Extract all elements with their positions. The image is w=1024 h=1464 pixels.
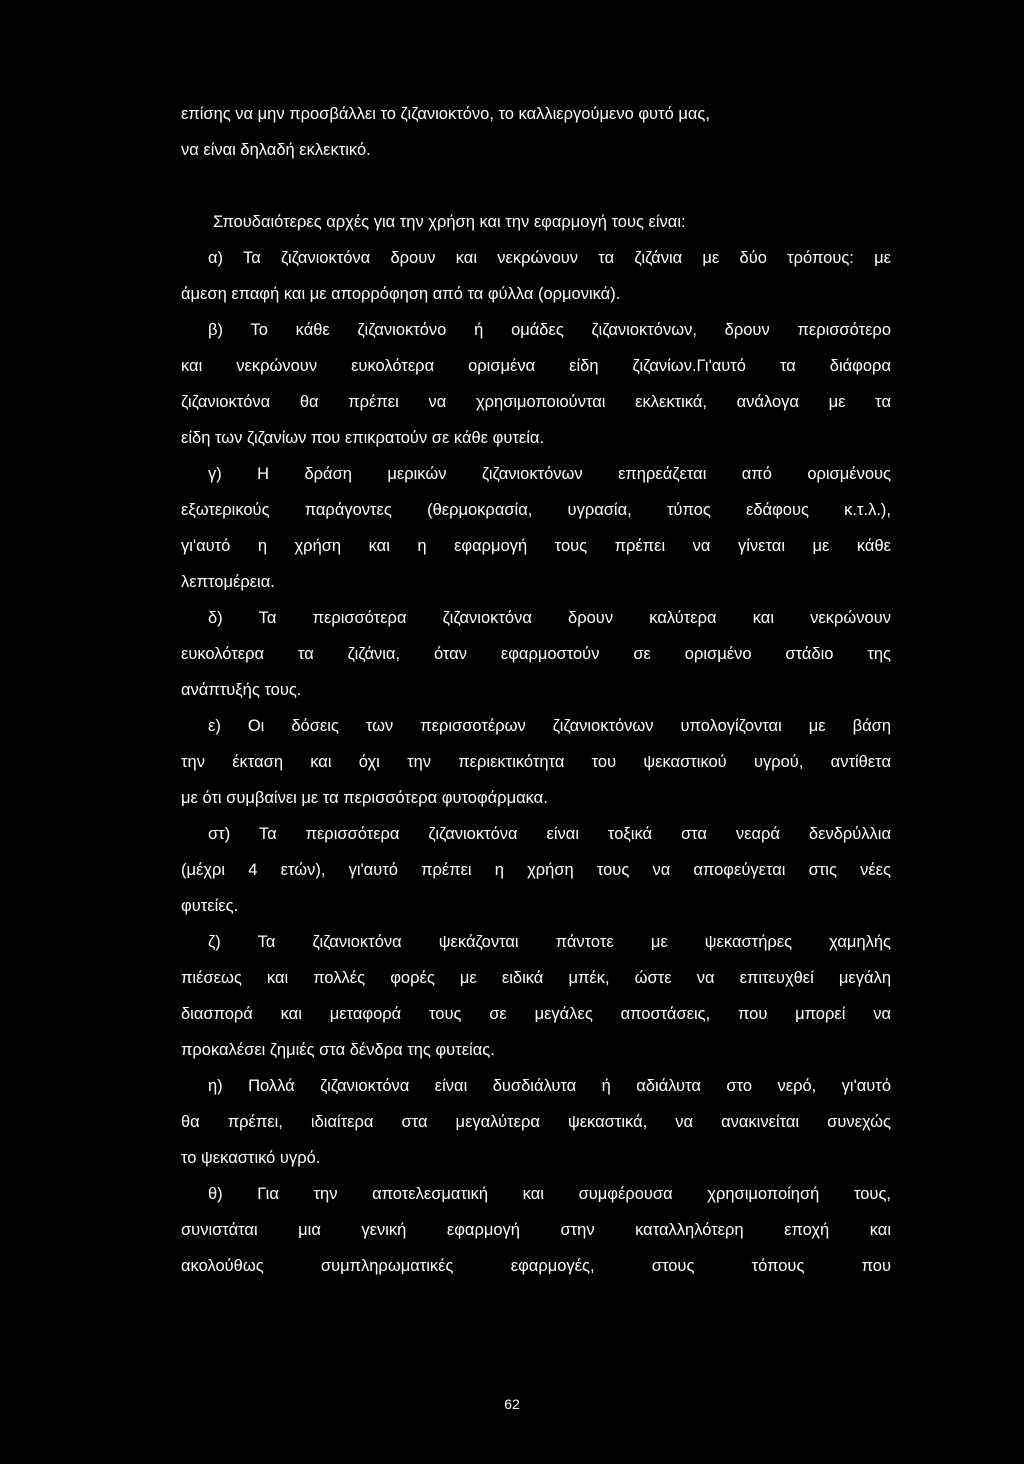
principle-c-line-2: εξωτερικούς παράγοντες (θερμοκρασία, υγρασία, τύπος εδάφους κ.τ.λ.), bbox=[181, 501, 891, 519]
principle-e-line-2: την έκταση και όχι την περιεκτικότητα του ψεκαστικού υγρού, αντίθετα bbox=[181, 753, 891, 771]
principle-c-line-4: λεπτομέρεια. bbox=[181, 573, 275, 591]
principle-e-line-3: με ότι συμβαίνει με τα περισσότερα φυτοφάρμακα. bbox=[181, 789, 548, 807]
principle-h-line-3: το ψεκαστικό υγρό. bbox=[181, 1149, 321, 1167]
principle-g-line-3: διασπορά και μεταφορά τους σε μεγάλες αποστάσεις, που μπορεί να bbox=[181, 1005, 891, 1023]
principle-g-line-4: προκαλέσει ζημιές στα δένδρα της φυτείας. bbox=[181, 1041, 495, 1059]
principle-g-line-1: ζ) Τα ζιζανιοκτόνα ψεκάζονται πάντοτε με ψεκαστήρες χαμηλής bbox=[208, 933, 891, 951]
principle-f-line-2: (μέχρι 4 ετών), γι'αυτό πρέπει η χρήση τους να αποφεύγεται στις νέες bbox=[181, 861, 891, 879]
principle-b-line-2: και νεκρώνουν ευκολότερα ορισμένα είδη ζιζανίων.Γι'αυτό τα διάφορα bbox=[181, 357, 891, 375]
page-number: 62 bbox=[504, 1396, 520, 1412]
principle-i-line-2: συνιστάται μια γενική εφαρμογή στην καταλληλότερη εποχή και bbox=[181, 1221, 891, 1239]
principles-heading: Σπουδαιότερες αρχές για την χρήση και την εφαρμογή τους είναι: bbox=[213, 213, 686, 231]
principle-c-line-1: γ) Η δράση μερικών ζιζανιοκτόνων επηρεάζεται από ορισμένους bbox=[208, 465, 891, 483]
principle-d-line-1: δ) Τα περισσότερα ζιζανιοκτόνα δρουν καλύτερα και νεκρώνουν bbox=[208, 609, 891, 627]
document-page bbox=[181, 96, 891, 1284]
principle-i-line-3: ακολούθως συμπληρωματικές εφαρμογές, στους τόπους που bbox=[181, 1257, 891, 1275]
principle-d-line-2: ευκολότερα τα ζιζάνια, όταν εφαρμοστούν σε ορισμένο στάδιο της bbox=[181, 645, 891, 663]
principle-e-line-1: ε) Οι δόσεις των περισσοτέρων ζιζανιοκτόνων υπολογίζονται με βάση bbox=[208, 717, 891, 735]
intro-line-1: επίσης να μην προσβάλλει το ζιζανιοκτόνο, το καλλιεργούμενο φυτό μας, bbox=[181, 105, 710, 123]
principle-h-line-1: η) Πολλά ζιζανιοκτόνα είναι δυσδιάλυτα ή αδιάλυτα στο νερό, γι'αυτό bbox=[208, 1077, 891, 1095]
principle-d-line-3: ανάπτυξής τους. bbox=[181, 681, 302, 699]
principle-g-line-2: πιέσεως και πολλές φορές με ειδικά μπέκ, ώστε να επιτευχθεί μεγάλη bbox=[181, 969, 891, 987]
paragraph-gap bbox=[181, 168, 891, 204]
principle-f-line-3: φυτείες. bbox=[181, 897, 239, 915]
principle-b-line-3: ζιζανιοκτόνα θα πρέπει να χρησιμοποιούνται εκλεκτικά, ανάλογα με τα bbox=[181, 393, 891, 411]
principle-f-line-1: στ) Τα περισσότερα ζιζανιοκτόνα είναι τοξικά στα νεαρά δενδρύλλια bbox=[208, 825, 891, 843]
principle-c-line-3: γι'αυτό η χρήση και η εφαρμογή τους πρέπει να γίνεται με κάθε bbox=[181, 537, 891, 555]
principle-i-line-1: θ) Για την αποτελεσματική και συμφέρουσα χρησιμοποίησή τους, bbox=[208, 1185, 891, 1203]
principle-b-line-1: β) Το κάθε ζιζανιοκτόνο ή ομάδες ζιζανιοκτόνων, δρουν περισσότερο bbox=[208, 321, 891, 339]
principle-a-line-2: άμεση επαφή και με απορρόφηση από τα φύλλα (ορμονικά). bbox=[181, 285, 621, 303]
principle-b-line-4: είδη των ζιζανίων που επικρατούν σε κάθε φυτεία. bbox=[181, 429, 544, 447]
principle-h-line-2: θα πρέπει, ιδιαίτερα στα μεγαλύτερα ψεκαστικά, να ανακινείται συνεχώς bbox=[181, 1113, 891, 1131]
principle-a-line-1: α) Τα ζιζανιοκτόνα δρουν και νεκρώνουν τα ζιζάνια με δύο τρόπους: με bbox=[208, 249, 891, 267]
intro-line-2: να είναι δηλαδή εκλεκτικό. bbox=[181, 141, 371, 159]
